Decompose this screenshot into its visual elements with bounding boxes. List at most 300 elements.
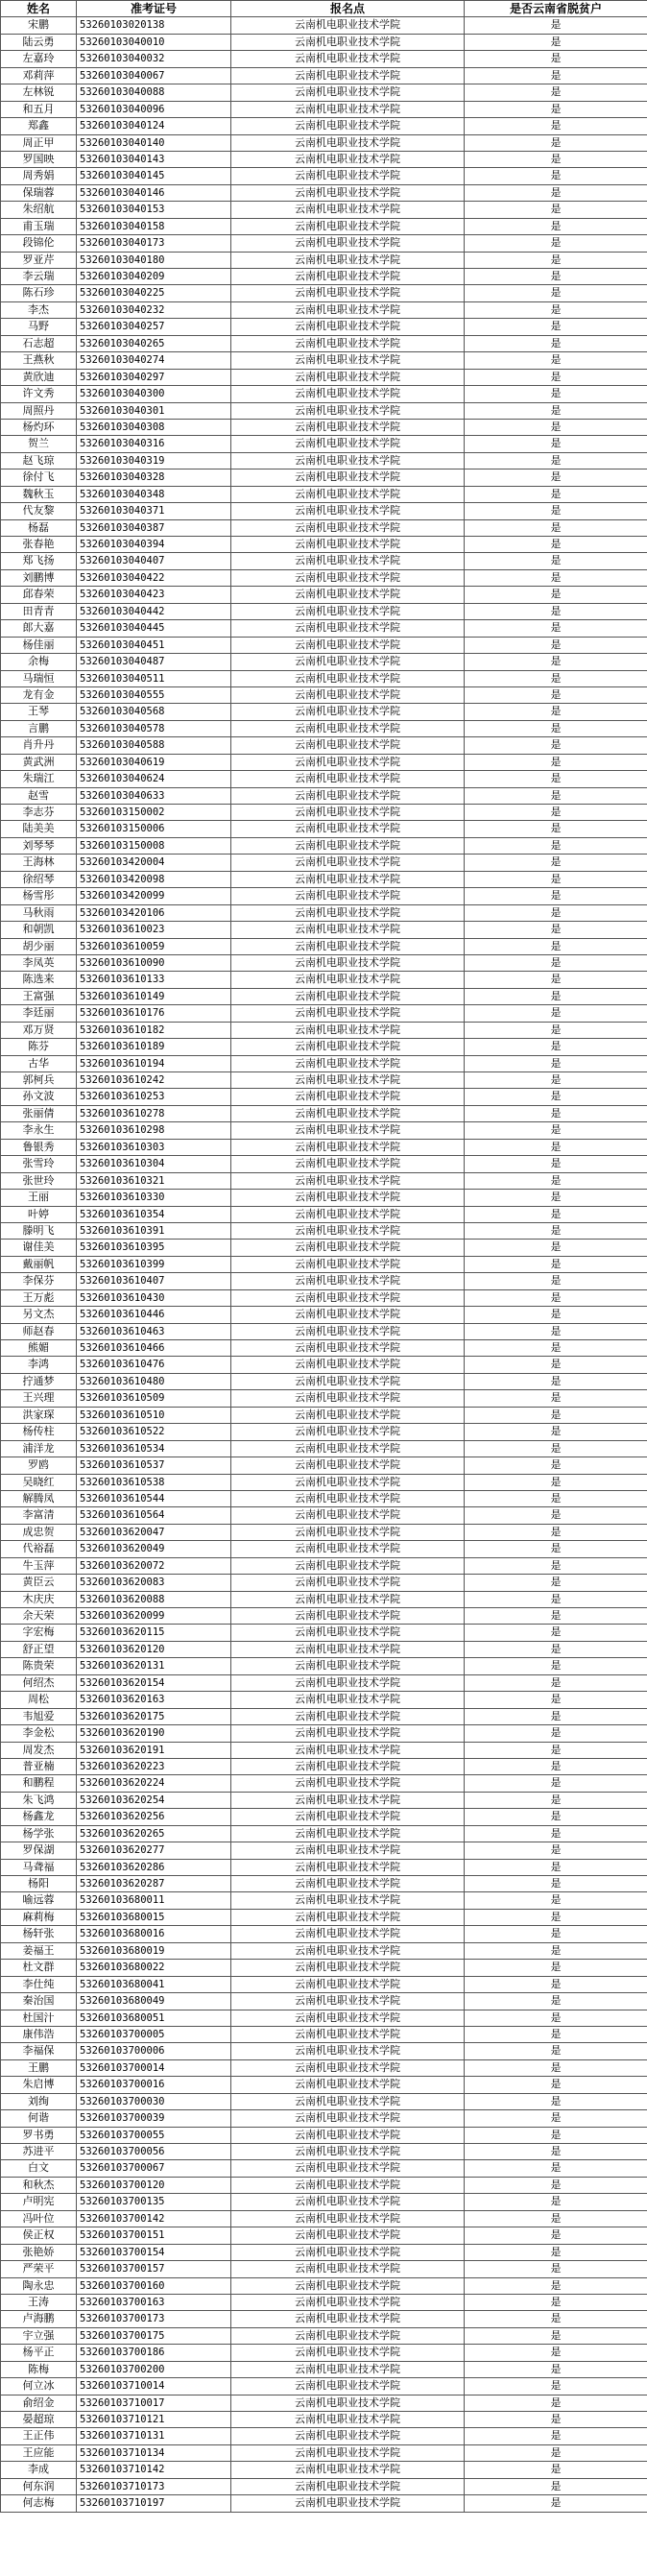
cell-name: 邓莉萍 [1, 67, 77, 84]
cell-ticket-number: 53260103040407 [77, 553, 231, 569]
cell-registration-site: 云南机电职业技术学院 [231, 670, 465, 686]
cell-name: 左林锐 [1, 84, 77, 101]
table-row [1, 2261, 647, 2277]
cell-registration-site: 云南机电职业技术学院 [231, 2378, 465, 2395]
table-row [1, 837, 647, 854]
cell-poverty-status: 是 [465, 1055, 647, 1071]
cell-ticket-number: 53260103620265 [77, 1825, 231, 1842]
cell-ticket-number: 53260103610395 [77, 1240, 231, 1256]
table-row [1, 1172, 647, 1189]
cell-ticket-number: 53260103620047 [77, 1524, 231, 1540]
cell-poverty-status: 是 [465, 1089, 647, 1105]
table-row [1, 17, 647, 34]
table-row [1, 537, 647, 553]
cell-ticket-number: 53260103610446 [77, 1307, 231, 1323]
cell-poverty-status: 是 [465, 51, 647, 67]
table-row [1, 1926, 647, 1942]
cell-name: 保瑞蓉 [1, 184, 77, 201]
table-row [1, 1323, 647, 1339]
cell-name: 李廷丽 [1, 1005, 77, 1022]
table-row [1, 1307, 647, 1323]
cell-registration-site: 云南机电职业技术学院 [231, 704, 465, 720]
cell-poverty-status: 是 [465, 2495, 647, 2512]
table-row [1, 922, 647, 938]
cell-ticket-number: 53260103700135 [77, 2194, 231, 2210]
cell-name: 王琴 [1, 704, 77, 720]
cell-name: 严荣平 [1, 2261, 77, 2277]
cell-poverty-status: 是 [465, 1256, 647, 1272]
cell-registration-site: 云南机电职业技术学院 [231, 1172, 465, 1189]
cell-ticket-number: 53260103620072 [77, 1557, 231, 1574]
cell-registration-site: 云南机电职业技术学院 [231, 837, 465, 854]
cell-ticket-number: 53260103610510 [77, 1407, 231, 1423]
cell-ticket-number: 53260103610430 [77, 1289, 231, 1306]
cell-poverty-status: 是 [465, 2194, 647, 2210]
table-row [1, 469, 647, 486]
cell-name: 杜文群 [1, 1960, 77, 1976]
cell-registration-site: 云南机电职业技术学院 [231, 2244, 465, 2260]
cell-poverty-status: 是 [465, 2177, 647, 2193]
cell-registration-site: 云南机电职业技术学院 [231, 1122, 465, 1139]
cell-name: 马野 [1, 319, 77, 335]
table-row [1, 2210, 647, 2227]
cell-ticket-number: 53260103610537 [77, 1457, 231, 1474]
table-row [1, 2361, 647, 2377]
table-row [1, 335, 647, 351]
cell-name: 何绍杰 [1, 1674, 77, 1691]
table-row [1, 1390, 647, 1407]
cell-name: 李金松 [1, 1725, 77, 1742]
table-row [1, 1457, 647, 1474]
cell-ticket-number: 53260103040371 [77, 503, 231, 519]
cell-name: 赵雪 [1, 787, 77, 804]
cell-ticket-number: 53260103040442 [77, 603, 231, 619]
cell-name: 和秋杰 [1, 2177, 77, 2193]
cell-ticket-number: 53260103150002 [77, 805, 231, 821]
cell-name: 杨佳丽 [1, 637, 77, 653]
cell-name: 王应能 [1, 2444, 77, 2461]
cell-poverty-status: 是 [465, 1909, 647, 1925]
cell-registration-site: 云南机电职业技术学院 [231, 436, 465, 452]
cell-name: 代友黎 [1, 503, 77, 519]
cell-ticket-number: 53260103150008 [77, 837, 231, 854]
cell-ticket-number: 53260103040032 [77, 51, 231, 67]
cell-name: 李云瑞 [1, 269, 77, 285]
table-row [1, 805, 647, 821]
cell-registration-site: 云南机电职业技术学院 [231, 1960, 465, 1976]
cell-ticket-number: 53260103700151 [77, 2227, 231, 2244]
cell-registration-site: 云南机电职业技术学院 [231, 1541, 465, 1557]
cell-name: 苏进平 [1, 2144, 77, 2160]
cell-name: 陆云勇 [1, 34, 77, 50]
cell-poverty-status: 是 [465, 1942, 647, 1959]
cell-name: 黄欣迪 [1, 369, 77, 385]
cell-name: 陈石珍 [1, 285, 77, 301]
cell-registration-site: 云南机电职业技术学院 [231, 1775, 465, 1792]
cell-registration-site: 云南机电职业技术学院 [231, 988, 465, 1004]
table-row [1, 2043, 647, 2059]
table-row [1, 620, 647, 637]
table-row [1, 1373, 647, 1389]
cell-registration-site: 云南机电职业技术学院 [231, 1641, 465, 1657]
table-row [1, 2194, 647, 2210]
cell-name: 杨鑫龙 [1, 1809, 77, 1825]
cell-registration-site: 云南机电职业技术学院 [231, 1323, 465, 1339]
cell-poverty-status: 是 [465, 1490, 647, 1506]
table-row [1, 151, 647, 167]
cell-registration-site: 云南机电职业技术学院 [231, 855, 465, 871]
cell-ticket-number: 53260103040624 [77, 771, 231, 787]
cell-registration-site: 云南机电职业技术学院 [231, 1457, 465, 1474]
cell-name: 宇立强 [1, 2327, 77, 2344]
cell-ticket-number: 53260103040588 [77, 737, 231, 754]
cell-ticket-number: 53260103040568 [77, 704, 231, 720]
cell-ticket-number: 53260103700186 [77, 2345, 231, 2361]
cell-name: 罗保湖 [1, 1842, 77, 1859]
cell-registration-site: 云南机电职业技术学院 [231, 1993, 465, 2010]
cell-name: 张雪玲 [1, 1156, 77, 1172]
cell-ticket-number: 53260103040578 [77, 720, 231, 736]
table-row [1, 84, 647, 101]
header-row [1, 1, 647, 17]
cell-ticket-number: 53260103700016 [77, 2077, 231, 2093]
cell-poverty-status: 是 [465, 1575, 647, 1591]
cell-poverty-status: 是 [465, 1440, 647, 1457]
cell-ticket-number: 53260103610407 [77, 1273, 231, 1289]
cell-ticket-number: 53260103620287 [77, 1876, 231, 1892]
cell-name: 王涛 [1, 2294, 77, 2310]
cell-name: 周松 [1, 1692, 77, 1708]
cell-poverty-status: 是 [465, 1960, 647, 1976]
cell-name: 罗亚芹 [1, 252, 77, 268]
table-row [1, 1993, 647, 2010]
cell-poverty-status: 是 [465, 218, 647, 234]
cell-poverty-status: 是 [465, 402, 647, 419]
cell-ticket-number: 53260103420099 [77, 888, 231, 904]
table-row [1, 2244, 647, 2260]
table-row [1, 134, 647, 151]
cell-poverty-status: 是 [465, 1842, 647, 1859]
cell-poverty-status: 是 [465, 1373, 647, 1389]
cell-ticket-number: 53260103620191 [77, 1742, 231, 1758]
cell-name: 何立冰 [1, 2378, 77, 2395]
table-row [1, 587, 647, 603]
cell-ticket-number: 53260103040387 [77, 519, 231, 536]
cell-name: 戴丽帆 [1, 1256, 77, 1272]
cell-registration-site: 云南机电职业技术学院 [231, 34, 465, 50]
cell-name: 杨磊 [1, 519, 77, 536]
cell-name: 朱启博 [1, 2077, 77, 2093]
cell-name: 徐绍琴 [1, 871, 77, 887]
cell-registration-site: 云南机电职业技术学院 [231, 335, 465, 351]
table-row [1, 2378, 647, 2395]
cell-registration-site: 云南机电职业技术学院 [231, 1809, 465, 1825]
cell-name: 郑鑫 [1, 118, 77, 134]
cell-poverty-status: 是 [465, 1876, 647, 1892]
cell-ticket-number: 53260103040173 [77, 235, 231, 252]
cell-ticket-number: 53260103700056 [77, 2144, 231, 2160]
cell-name: 邓万贤 [1, 1022, 77, 1038]
cell-poverty-status: 是 [465, 1407, 647, 1423]
table-row [1, 1222, 647, 1239]
cell-poverty-status: 是 [465, 1457, 647, 1474]
cell-ticket-number: 53260103040158 [77, 218, 231, 234]
cell-registration-site: 云南机电职业技术学院 [231, 1072, 465, 1089]
cell-ticket-number: 53260103040316 [77, 436, 231, 452]
cell-name: 石志超 [1, 335, 77, 351]
cell-registration-site: 云南机电职业技术学院 [231, 1892, 465, 1909]
table-row [1, 771, 647, 787]
cell-poverty-status: 是 [465, 168, 647, 184]
cell-ticket-number: 53260103610242 [77, 1072, 231, 1089]
table-row [1, 787, 647, 804]
cell-registration-site: 云南机电职业技术学院 [231, 1289, 465, 1306]
cell-ticket-number: 53260103610149 [77, 988, 231, 1004]
cell-poverty-status: 是 [465, 603, 647, 619]
table-row [1, 2227, 647, 2244]
cell-name: 俞绍金 [1, 2395, 77, 2411]
cell-poverty-status: 是 [465, 1222, 647, 1239]
cell-poverty-status: 是 [465, 922, 647, 938]
cell-poverty-status: 是 [465, 1641, 647, 1657]
cell-registration-site: 云南机电职业技术学院 [231, 2462, 465, 2478]
cell-ticket-number: 53260103040088 [77, 84, 231, 101]
cell-name: 郑飞扬 [1, 553, 77, 569]
cell-name: 余天荣 [1, 1608, 77, 1625]
cell-registration-site: 云南机电职业技术学院 [231, 821, 465, 837]
cell-name: 魏秋玉 [1, 486, 77, 502]
table-row [1, 938, 647, 954]
cell-ticket-number: 53260103680016 [77, 1926, 231, 1942]
cell-registration-site: 云南机电职业技术学院 [231, 938, 465, 954]
cell-poverty-status: 是 [465, 269, 647, 285]
cell-registration-site: 云南机电职业技术学院 [231, 134, 465, 151]
cell-registration-site: 云南机电职业技术学院 [231, 2261, 465, 2277]
table-row [1, 988, 647, 1004]
cell-poverty-status: 是 [465, 1424, 647, 1440]
cell-registration-site: 云南机电职业技术学院 [231, 1575, 465, 1591]
table-row [1, 2110, 647, 2127]
cell-ticket-number: 53260103040445 [77, 620, 231, 637]
cell-name: 朱飞鸿 [1, 1792, 77, 1808]
cell-registration-site: 云南机电职业技术学院 [231, 904, 465, 921]
cell-registration-site: 云南机电职业技术学院 [231, 184, 465, 201]
cell-ticket-number: 53260103420098 [77, 871, 231, 887]
cell-registration-site: 云南机电职业技术学院 [231, 218, 465, 234]
cell-ticket-number: 53260103700005 [77, 2026, 231, 2042]
cell-registration-site: 云南机电职业技术学院 [231, 1357, 465, 1373]
cell-ticket-number: 53260103040555 [77, 686, 231, 703]
cell-registration-site: 云南机电职业技术学院 [231, 888, 465, 904]
cell-registration-site: 云南机电职业技术学院 [231, 569, 465, 586]
table-row [1, 1474, 647, 1490]
cell-registration-site: 云南机电职业技术学院 [231, 2495, 465, 2512]
table-row [1, 1541, 647, 1557]
cell-registration-site: 云南机电职业技术学院 [231, 352, 465, 369]
table-row [1, 51, 647, 67]
table-row [1, 1625, 647, 1641]
table-row [1, 1240, 647, 1256]
cell-name: 晏超琼 [1, 2412, 77, 2428]
cell-ticket-number: 53260103700030 [77, 2093, 231, 2109]
cell-poverty-status: 是 [465, 151, 647, 167]
cell-ticket-number: 53260103040328 [77, 469, 231, 486]
cell-name: 何志梅 [1, 2495, 77, 2512]
cell-ticket-number: 53260103040422 [77, 569, 231, 586]
cell-ticket-number: 53260103040274 [77, 352, 231, 369]
cell-name: 姜福王 [1, 1942, 77, 1959]
cell-registration-site: 云南机电职业技术学院 [231, 871, 465, 887]
cell-poverty-status: 是 [465, 1240, 647, 1256]
cell-poverty-status: 是 [465, 2294, 647, 2310]
cell-poverty-status: 是 [465, 2327, 647, 2344]
cell-ticket-number: 53260103700163 [77, 2294, 231, 2310]
cell-registration-site: 云南机电职业技术学院 [231, 1674, 465, 1691]
cell-name: 许文秀 [1, 386, 77, 402]
cell-registration-site: 云南机电职业技术学院 [231, 452, 465, 469]
cell-ticket-number: 53260103610278 [77, 1105, 231, 1121]
cell-poverty-status: 是 [465, 2227, 647, 2244]
cell-poverty-status: 是 [465, 569, 647, 586]
cell-name: 古华 [1, 1055, 77, 1071]
cell-ticket-number: 53260103610399 [77, 1256, 231, 1272]
cell-ticket-number: 53260103700006 [77, 2043, 231, 2059]
cell-name: 肖升丹 [1, 737, 77, 754]
cell-registration-site: 云南机电职业技术学院 [231, 2093, 465, 2109]
table-row [1, 888, 647, 904]
table-row [1, 285, 647, 301]
cell-registration-site: 云南机电职业技术学院 [231, 1307, 465, 1323]
cell-ticket-number: 53260103680022 [77, 1960, 231, 1976]
cell-registration-site: 云南机电职业技术学院 [231, 954, 465, 971]
cell-poverty-status: 是 [465, 704, 647, 720]
cell-registration-site: 云南机电职业技术学院 [231, 1039, 465, 1055]
cell-registration-site: 云南机电职业技术学院 [231, 1222, 465, 1239]
cell-poverty-status: 是 [465, 1357, 647, 1373]
cell-name: 秦治国 [1, 1993, 77, 2010]
cell-name: 李志芬 [1, 805, 77, 821]
cell-registration-site: 云南机电职业技术学院 [231, 2177, 465, 2193]
cell-name: 字宏梅 [1, 1625, 77, 1641]
cell-ticket-number: 53260103020138 [77, 17, 231, 34]
cell-registration-site: 云南机电职业技术学院 [231, 637, 465, 653]
cell-poverty-status: 是 [465, 2462, 647, 2478]
cell-name: 左嘉玲 [1, 51, 77, 67]
cell-poverty-status: 是 [465, 553, 647, 569]
cell-registration-site: 云南机电职业技术学院 [231, 1340, 465, 1357]
cell-name: 陈选来 [1, 972, 77, 988]
cell-registration-site: 云南机电职业技术学院 [231, 2194, 465, 2210]
cell-poverty-status: 是 [465, 202, 647, 218]
cell-registration-site: 云南机电职业技术学院 [231, 235, 465, 252]
cell-poverty-status: 是 [465, 1323, 647, 1339]
cell-registration-site: 云南机电职业技术学院 [231, 1976, 465, 1992]
cell-name: 杨雪彤 [1, 888, 77, 904]
cell-registration-site: 云南机电职业技术学院 [231, 1105, 465, 1121]
table-row [1, 1005, 647, 1022]
table-row [1, 2428, 647, 2444]
cell-poverty-status: 是 [465, 486, 647, 502]
cell-ticket-number: 53260103620088 [77, 1591, 231, 1607]
cell-poverty-status: 是 [465, 34, 647, 50]
cell-name: 舒正望 [1, 1641, 77, 1657]
table-row [1, 2077, 647, 2093]
cell-registration-site: 云南机电职业技术学院 [231, 787, 465, 804]
cell-ticket-number: 53260103610463 [77, 1323, 231, 1339]
cell-poverty-status: 是 [465, 1658, 647, 1674]
cell-poverty-status: 是 [465, 84, 647, 101]
cell-name: 黄臣云 [1, 1575, 77, 1591]
table-row [1, 1725, 647, 1742]
cell-poverty-status: 是 [465, 17, 647, 34]
cell-registration-site: 云南机电职业技术学院 [231, 1608, 465, 1625]
cell-poverty-status: 是 [465, 335, 647, 351]
cell-ticket-number: 53260103680051 [77, 2010, 231, 2026]
cell-name: 罗鸥 [1, 1457, 77, 1474]
cell-name: 黄武洲 [1, 754, 77, 770]
cell-registration-site: 云南机电职业技术学院 [231, 1942, 465, 1959]
cell-poverty-status: 是 [465, 2428, 647, 2444]
table-row [1, 184, 647, 201]
cell-poverty-status: 是 [465, 988, 647, 1004]
cell-name: 段锦伦 [1, 235, 77, 252]
table-row [1, 168, 647, 184]
cell-ticket-number: 53260103610194 [77, 1055, 231, 1071]
cell-ticket-number: 53260103040209 [77, 269, 231, 285]
cell-name: 余梅 [1, 654, 77, 670]
cell-registration-site: 云南机电职业技术学院 [231, 1424, 465, 1440]
cell-registration-site: 云南机电职业技术学院 [231, 1507, 465, 1524]
table-row [1, 1909, 647, 1925]
cell-ticket-number: 53260103620154 [77, 1674, 231, 1691]
cell-poverty-status: 是 [465, 754, 647, 770]
table-row [1, 486, 647, 502]
table-row [1, 1809, 647, 1825]
cell-poverty-status: 是 [465, 1674, 647, 1691]
table-row [1, 972, 647, 988]
table-row [1, 1674, 647, 1691]
cell-poverty-status: 是 [465, 1625, 647, 1641]
cell-ticket-number: 53260103610354 [77, 1206, 231, 1222]
cell-poverty-status: 是 [465, 134, 647, 151]
cell-poverty-status: 是 [465, 2110, 647, 2127]
cell-ticket-number: 53260103700120 [77, 2177, 231, 2193]
cell-poverty-status: 是 [465, 1708, 647, 1724]
cell-poverty-status: 是 [465, 2026, 647, 2042]
cell-name: 白文 [1, 2160, 77, 2177]
cell-name: 熊媚 [1, 1340, 77, 1357]
cell-name: 龙有金 [1, 686, 77, 703]
table-row [1, 2093, 647, 2109]
table-row [1, 1206, 647, 1222]
cell-poverty-status: 是 [465, 503, 647, 519]
cell-name: 陆美美 [1, 821, 77, 837]
cell-registration-site: 云南机电职业技术学院 [231, 1156, 465, 1172]
cell-registration-site: 云南机电职业技术学院 [231, 1190, 465, 1206]
cell-name: 杨轩张 [1, 1926, 77, 1942]
table-row [1, 1842, 647, 1859]
table-row [1, 1407, 647, 1423]
cell-poverty-status: 是 [465, 1541, 647, 1557]
cell-ticket-number: 53260103620049 [77, 1541, 231, 1557]
table-row [1, 1976, 647, 1992]
cell-ticket-number: 53260103710014 [77, 2378, 231, 2395]
cell-name: 朱绍航 [1, 202, 77, 218]
cell-poverty-status: 是 [465, 67, 647, 84]
cell-registration-site: 云南机电职业技术学院 [231, 2327, 465, 2344]
cell-ticket-number: 53260103610522 [77, 1424, 231, 1440]
cell-name: 郭柯兵 [1, 1072, 77, 1089]
